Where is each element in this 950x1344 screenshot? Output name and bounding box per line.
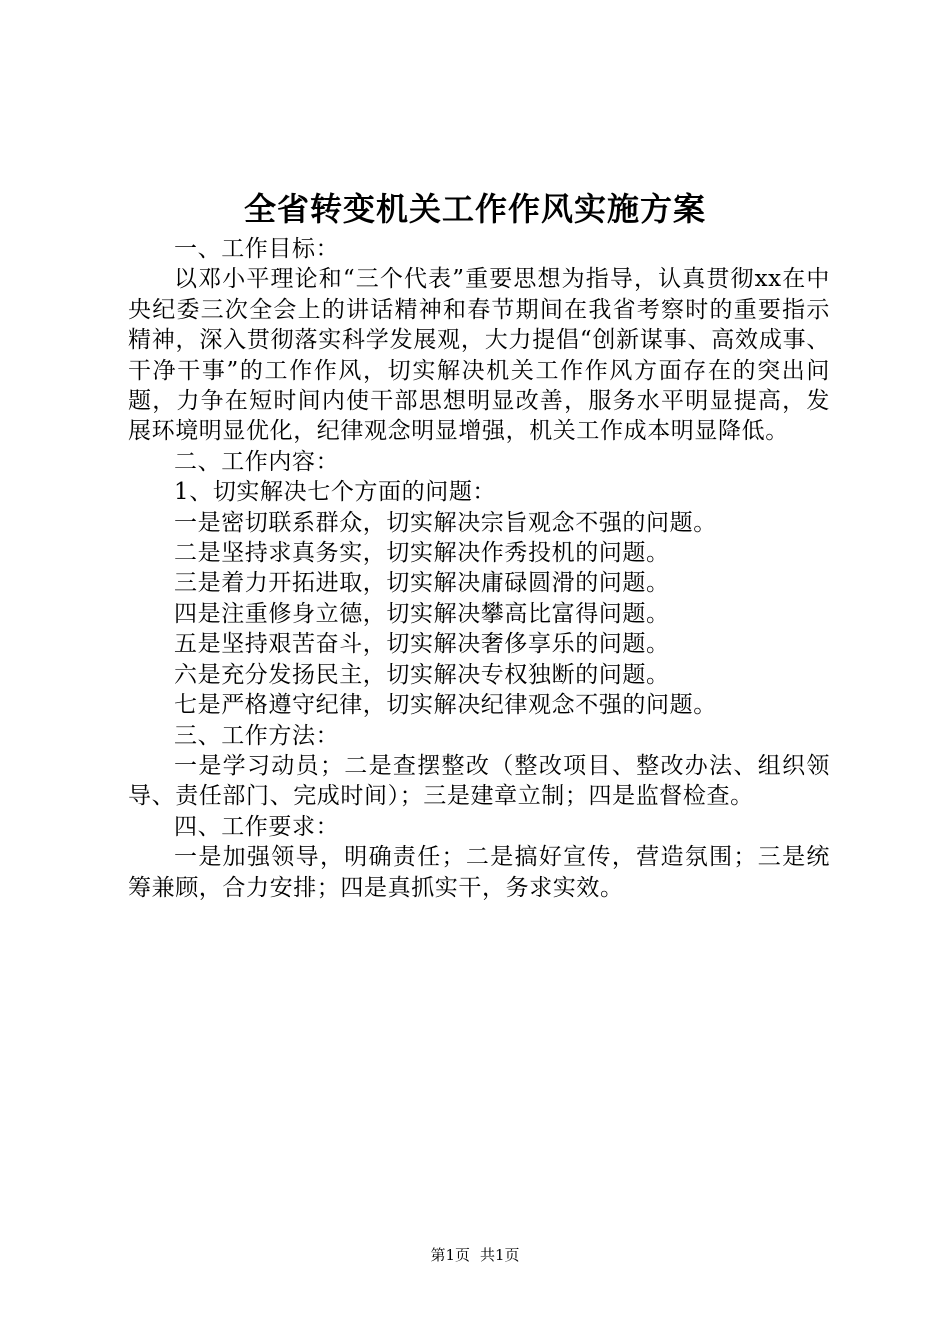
- list-item: 六是充分发扬民主，切实解决专权独断的问题。: [174, 661, 670, 688]
- list-item: 一是密切联系群众，切实解决宗旨观念不强的问题。: [174, 509, 717, 536]
- paragraph-goals: 以邓小平理论和“三个代表”重要思想为指导，认真贯彻xx在中央纪委三次全会上的讲话精神和春节期间在我省考察时的重要指示精神，深入贯彻落实科学发展观，大力提倡“创新谋事、高效成事、干净干事”的工作作风，切实解决机关工作作风方面存在的突出问题，力争在短时间内使干部思想明显改善，服务水平明显提高，发展环境明显优化，纪律观念明显增强，机关工作成本明显降低。: [128, 266, 830, 445]
- paragraph-methods: 一是学习动员；二是查摆整改（整改项目、整改办法、组织领导、责任部门、完成时间）；三是建章立制；四是监督检查。: [128, 752, 830, 810]
- subheading-seven-problems: 1、切实解决七个方面的问题：: [174, 479, 497, 506]
- paragraph-requirements: 一是加强领导，明确责任；二是搞好宣传，营造氛围；三是统筹兼顾，合力安排；四是真抓实干，务求实效。: [128, 844, 830, 901]
- list-item: 三是着力开拓进取，切实解决庸碌圆滑的问题。: [174, 570, 670, 597]
- list-item: 五是坚持艰苦奋斗，切实解决奢侈享乐的问题。: [174, 631, 670, 658]
- section-heading-methods: 三、工作方法：: [174, 722, 340, 749]
- list-item: 二是坚持求真务实，切实解决作秀投机的问题。: [174, 540, 670, 567]
- page-total: 共1页: [480, 1246, 520, 1264]
- section-heading-content: 二、工作内容：: [174, 448, 340, 475]
- page-footer: [0, 1240, 950, 1270]
- document-body: [128, 234, 830, 903]
- section-heading-goals: 一、工作目标：: [174, 236, 340, 262]
- section-heading-requirements: 四、工作要求：: [174, 813, 340, 840]
- page-number: 第1页: [430, 1246, 470, 1264]
- list-item: 七是严格遵守纪律，切实解决纪律观念不强的问题。: [174, 692, 717, 719]
- list-item: 四是注重修身立德，切实解决攀高比富得问题。: [174, 600, 670, 627]
- document-title: 全省转变机关工作作风实施方案: [243, 190, 706, 228]
